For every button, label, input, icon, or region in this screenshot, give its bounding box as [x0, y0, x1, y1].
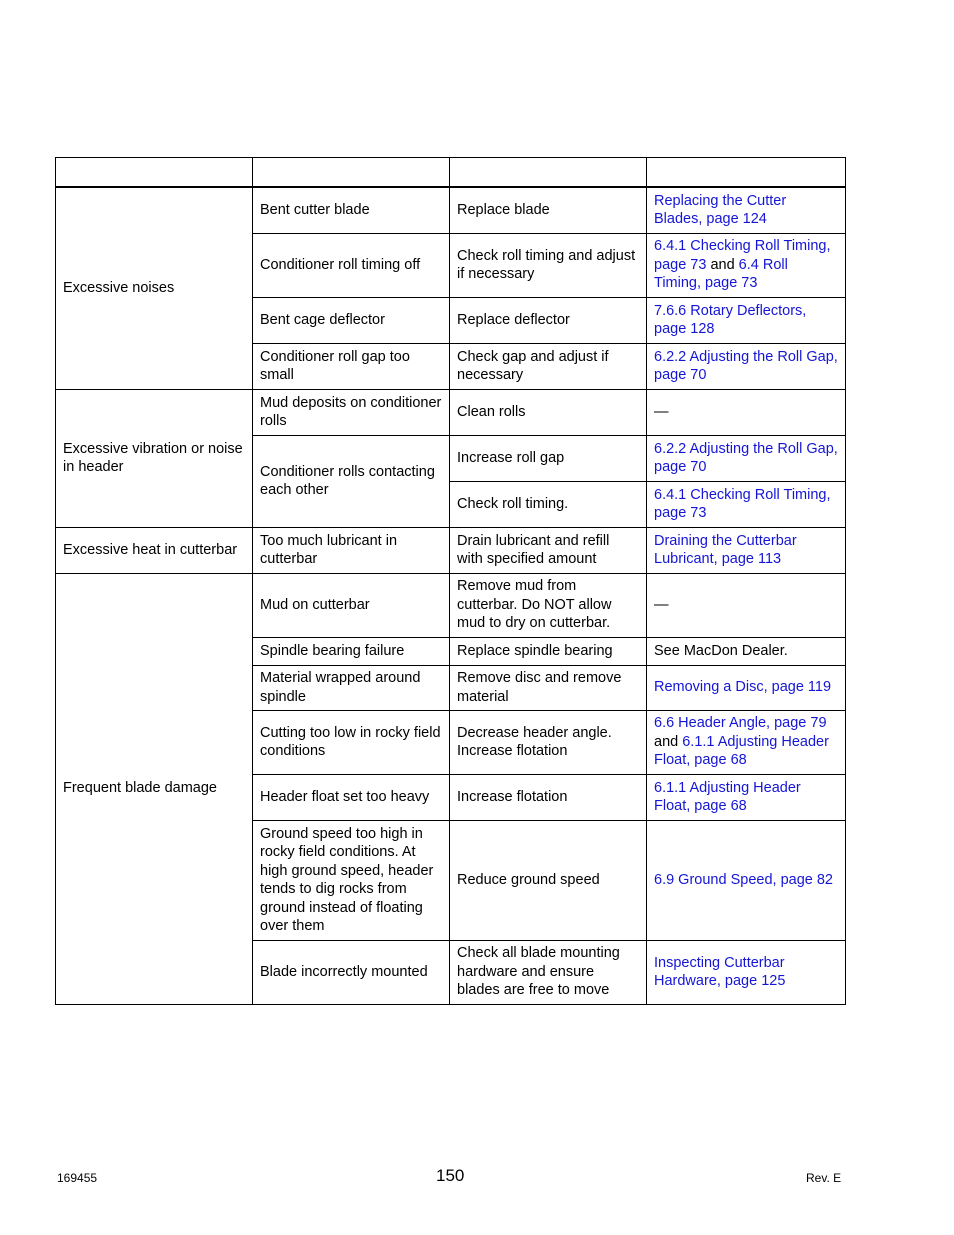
cause-cell: Blade incorrectly mounted [253, 940, 450, 1004]
column-header-cause [253, 158, 450, 188]
cross-reference-link[interactable]: 6.4 Roll Timing, page 73 [654, 256, 788, 292]
cause-cell: Cutting too low in rocky field conditions [253, 710, 450, 774]
cross-reference-link[interactable]: Replacing the Cutter Blades, page 124 [654, 192, 787, 228]
cause-cell: Mud deposits on conditioner rolls [253, 389, 450, 435]
problem-cell: Excessive heat in cutterbar [56, 527, 253, 573]
refer-to-cell [647, 573, 846, 637]
cross-reference-link[interactable]: 6.4.1 Checking Roll Timing, page 73 [654, 486, 831, 521]
refer-to-cell [647, 187, 846, 233]
refer-to-cell [647, 665, 846, 710]
refer-to-cell [647, 527, 846, 573]
solution-cell: Increase flotation [450, 774, 647, 820]
refer-to-cell [647, 233, 846, 297]
cross-reference-link[interactable]: Removing a Disc, page 119 [654, 679, 832, 696]
cross-reference-link[interactable]: 6.6 Header Angle, page 79 [654, 715, 827, 732]
cause-cell: Bent cage deflector [253, 297, 450, 343]
refer-to-cell [647, 820, 846, 940]
cause-cell: Ground speed too high in rocky field conditions. At high ground speed, header tends to dig rocks from ground instead of floating over them [253, 820, 450, 940]
cause-cell: Header float set too heavy [253, 774, 450, 820]
refer-to-cell [647, 637, 846, 665]
cause-cell: Bent cutter blade [253, 187, 450, 233]
refer-to-cell [647, 774, 846, 820]
cross-reference-link[interactable]: 6.2.2 Adjusting the Roll Gap, page 70 [654, 348, 838, 383]
column-header-problem [56, 158, 253, 188]
cross-reference-link[interactable]: 6.1.1 Adjusting Header Float, page 68 [654, 779, 801, 814]
solution-cell: Check roll timing. [450, 481, 647, 527]
cause-cell: Spindle bearing failure [253, 637, 450, 665]
reference-text: — [654, 596, 669, 613]
column-header-solution [450, 158, 647, 188]
solution-cell: Clean rolls [450, 389, 647, 435]
solution-cell: Remove mud from cutterbar. Do NOT allow mud to dry on cutterbar. [450, 573, 647, 637]
solution-cell: Reduce ground speed [450, 820, 647, 940]
table-row [56, 527, 846, 573]
cross-reference-link[interactable]: 6.1.1 Adjusting Header Float, page 68 [654, 733, 829, 769]
refer-to-cell [647, 435, 846, 481]
cause-cell: Conditioner roll timing off [253, 233, 450, 297]
refer-to-cell [647, 710, 846, 774]
troubleshooting-table [55, 157, 846, 1005]
solution-cell: Replace deflector [450, 297, 647, 343]
table-row [56, 573, 846, 637]
solution-cell: Replace blade [450, 187, 647, 233]
reference-text: See MacDon Dealer. [654, 642, 788, 659]
cross-reference-link[interactable]: 7.6.6 Rotary Deflectors, page 128 [654, 302, 807, 337]
cross-reference-link[interactable]: Inspecting Cutterbar Hardware, page 125 [654, 954, 786, 989]
cause-cell: Conditioner roll gap too small [253, 343, 450, 389]
solution-cell: Check gap and adjust if necessary [450, 343, 647, 389]
solution-cell: Check all blade mounting hardware and ensure blades are free to move [450, 940, 647, 1004]
problem-cell: Frequent blade damage [56, 573, 253, 1004]
cross-reference-link[interactable]: 6.4.1 Checking Roll Timing, page 73 [654, 238, 831, 273]
document-number: 169455 [57, 1171, 98, 1185]
solution-cell: Drain lubricant and refill with specified amount [450, 527, 647, 573]
table-row [56, 389, 846, 435]
revision-label: Rev. E [806, 1171, 842, 1185]
cross-reference-link[interactable]: Draining the Cutterbar Lubricant, page 113 [654, 532, 797, 567]
cross-reference-link[interactable]: 6.9 Ground Speed, page 82 [654, 871, 833, 888]
cross-reference-link[interactable]: 6.2.2 Adjusting the Roll Gap, page 70 [654, 440, 838, 475]
table-body [56, 187, 846, 1004]
page-number: 150 [436, 1166, 465, 1185]
reference-text: and [706, 256, 739, 273]
solution-cell: Remove disc and remove material [450, 665, 647, 710]
solution-cell: Increase roll gap [450, 435, 647, 481]
cause-cell: Mud on cutterbar [253, 573, 450, 637]
cause-cell: Too much lubricant in cutterbar [253, 527, 450, 573]
problem-cell: Excessive noises [56, 187, 253, 389]
cause-cell: Conditioner rolls contacting each other [253, 435, 450, 527]
refer-to-cell [647, 297, 846, 343]
refer-to-cell [647, 343, 846, 389]
solution-cell: Decrease header angle. Increase flotation [450, 710, 647, 774]
reference-text: — [654, 403, 669, 420]
cause-cell: Material wrapped around spindle [253, 665, 450, 710]
refer-to-cell [647, 481, 846, 527]
reference-text: and [654, 733, 683, 750]
solution-cell: Replace spindle bearing [450, 637, 647, 665]
column-header-refer-to [647, 158, 846, 188]
solution-cell: Check roll timing and adjust if necessary [450, 233, 647, 297]
refer-to-cell [647, 389, 846, 435]
table-row [56, 187, 846, 233]
refer-to-cell [647, 940, 846, 1004]
problem-cell: Excessive vibration or noise in header [56, 389, 253, 527]
table-header-row [56, 158, 846, 188]
